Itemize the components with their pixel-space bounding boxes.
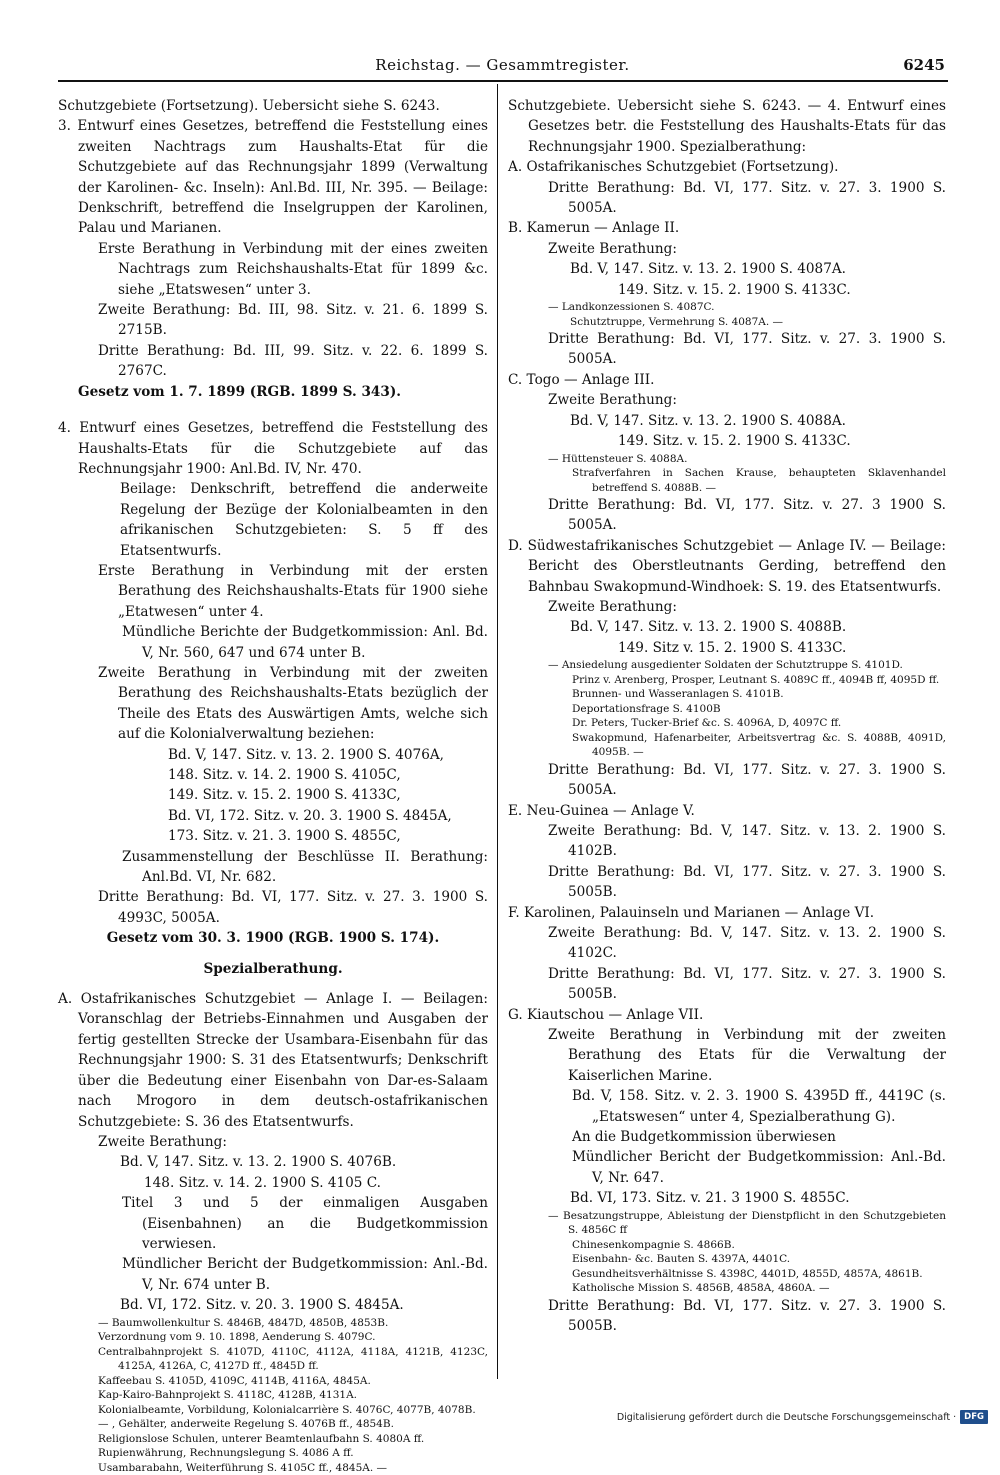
index-entry: — Ansiedelung ausgedienter Soldaten der Schutztruppe S. 4101D. (548, 659, 903, 672)
index-entry: Religionslose Schulen, unterer Beamtenlaufbahn S. 4080A ff. (98, 1432, 425, 1445)
index-entry: Beilage: Denkschrift, betreffend die anderweite Regelung der Bezüge der Kolonialbeamten in den afrikanischen Schutzgebieten: S. 5 ff des Etatsentwurfs. (120, 481, 488, 559)
index-entry: Schutzgebiete (Fortsetzung). Uebersicht siehe S. 6243. (58, 98, 440, 114)
index-entry: Strafverfahren in Sachen Krause, behaupteten Sklavenhandel betreffend S. 4088B. — (572, 467, 946, 494)
index-entry: A. Ostafrikanisches Schutzgebiet (Fortsetzung). (508, 159, 839, 176)
index-entry: Zweite Berathung: (548, 599, 677, 616)
index-entry: D. Südwestafrikanisches Schutzgebiet — Anlage IV. — Beilage: Bericht des Oberstleutnants Gerding, betreffend den Bahnbau Swakopmund-Windhoek: S. 19. des Etatsentwurfs. (508, 537, 946, 595)
index-entry: Bd. V, 158. Sitz. v. 2. 3. 1900 S. 4395D ff., 4419C (s. „Etatswesen“ unter 4, Spezialberathung G). (572, 1088, 946, 1125)
index-entry: Zweite Berathung: (98, 1133, 227, 1150)
index-entry: F. Karolinen, Palauinseln und Marianen — Anlage VI. (508, 904, 875, 921)
index-entry: 173. Sitz. v. 21. 3. 1900 S. 4855C, (168, 828, 401, 845)
index-entry: Eisenbahn- &c. Bauten S. 4397A, 4401C. (572, 1253, 791, 1266)
index-entry: Dr. Peters, Tucker-Brief &c. S. 4096A, D, 4097C ff. (572, 717, 842, 730)
index-entry: Deportationsfrage S. 4100B (572, 702, 721, 715)
index-entry: — Landkonzessionen S. 4087C. (548, 301, 715, 314)
index-entry: Erste Berathung in Verbindung mit der eines zweiten Nachtrags zum Reichshaushalts-Etat für 1899 &c. siehe „Etatswesen“ unter 3. (98, 240, 488, 298)
index-entry: Spezialberathung. (203, 960, 343, 977)
index-entry: 148. Sitz. v. 14. 2. 1900 S. 4105 C. (144, 1174, 381, 1191)
index-entry: Gesundheitsverhältnisse S. 4398C, 4401D, 4855D, 4857A, 4861B. (572, 1267, 923, 1280)
index-entry: E. Neu-Guinea — Anlage V. (508, 802, 695, 819)
index-entry: Bd. V, 147. Sitz. v. 13. 2. 1900 S. 4087A. (570, 261, 846, 278)
index-entry: Dritte Berathung: Bd. VI, 177. Sitz. v. 27. 3. 1900 S. 5005B. (548, 965, 946, 1003)
header-rule (58, 80, 948, 82)
index-entry: 149. Sitz v. 15. 2. 1900 S. 4133C. (618, 639, 847, 656)
index-entry: Bd. VI, 172. Sitz. v. 20. 3. 1900 S. 4845A, (168, 807, 452, 824)
index-entry: — , Gehälter, anderweite Regelung S. 4076B ff., 4854B. (98, 1418, 394, 1431)
index-entry: Dritte Berathung: Bd. VI, 177. Sitz. v. 27. 3. 1900 S. 5005B. (548, 1297, 946, 1335)
index-entry: — Hüttensteuer S. 4088A. (548, 452, 688, 465)
index-entry: Katholische Mission S. 4856B, 4858A, 4860A. — (572, 1282, 830, 1295)
index-entry: 149. Sitz. v. 15. 2. 1900 S. 4133C. (618, 433, 851, 450)
index-entry: Brunnen- und Wasseranlagen S. 4101B. (572, 688, 784, 701)
index-entry: 3. Entwurf eines Gesetzes, betreffend die Feststellung eines zweiten Nachtrags zum Haushalts-Etat für die Schutzgebiete auf das Rechnungsjahr 1899 (Verwaltung der Karolinen- &c. Inseln): Anl.Bd. III, Nr. 395. — Beilage: Denkschrift, betreffend die Inselgruppen der Karolinen, Palau und Marianen. (58, 118, 488, 237)
index-entry: Dritte Berathung: Bd. VI, 177. Sitz. v. 27. 3 1900 S. 5005A. (548, 497, 946, 534)
index-entry: Bd. VI, 172. Sitz. v. 20. 3. 1900 S. 4845A. (120, 1297, 404, 1314)
index-entry: Dritte Berathung: Bd. VI, 177. Sitz. v. 27. 3. 1900 S. 5005B. (548, 863, 946, 901)
index-entry: 148. Sitz. v. 14. 2. 1900 S. 4105C, (168, 767, 401, 783)
index-entry: B. Kamerun — Anlage II. (508, 220, 680, 237)
index-entry: Rupienwährung, Rechnungslegung S. 4086 A ff. (98, 1447, 354, 1460)
spacer (58, 949, 488, 959)
column-divider (497, 84, 498, 1379)
header-title: Reichstag. — Gesammtregister. (375, 56, 630, 74)
index-entry: 149. Sitz. v. 15. 2. 1900 S. 4133C. (618, 281, 851, 298)
index-entry: Zweite Berathung: Bd. V, 147. Sitz. v. 13. 2. 1900 S. 4102B. (548, 822, 946, 860)
index-entry: Mündlicher Bericht der Budgetkommission: Anl.-Bd. V, Nr. 674 unter B. (122, 1256, 488, 1293)
index-entry: 4. Entwurf eines Gesetzes, betreffend die Feststellung des Haushalts-Etats für die Schutzgebiete auf das Rechnungsjahr 1900: Anl.Bd. IV, Nr. 470. (58, 420, 488, 477)
index-entry: — Baumwollenkultur S. 4846B, 4847D, 4850B, 4853B. (98, 1316, 389, 1329)
index-entry: Titel 3 und 5 der einmaligen Ausgaben (Eisenbahnen) an die Budgetkommission verwiesen. (122, 1195, 488, 1252)
index-entry: Kaffeebau S. 4105D, 4109C, 4114B, 4116A, 4845A. (98, 1374, 371, 1387)
index-entry: Schutztruppe, Vermehrung S. 4087A. — (570, 315, 784, 328)
index-entry: Bd. V, 147. Sitz. v. 13. 2. 1900 S. 4088A. (570, 412, 846, 429)
index-entry: Gesetz vom 1. 7. 1899 (RGB. 1899 S. 343). (78, 383, 401, 400)
index-entry: Swakopmund, Hafenarbeiter, Arbeitsvertrag &c. S. 4088B, 4091D, 4095B. — (572, 731, 946, 759)
index-entry: Dritte Berathung: Bd. VI, 177. Sitz. v. 27. 3. 1900 S. 4993C, 5005A. (98, 889, 488, 926)
index-entry: Zweite Berathung: (548, 240, 677, 257)
footer-text: Digitalisierung gefördert durch die Deutsche Forschungsgemeinschaft · (616, 1411, 957, 1423)
index-entry: Mündlicher Bericht der Budgetkommission: Anl.-Bd. V, Nr. 647. (572, 1149, 946, 1186)
index-entry: Dritte Berathung: Bd. VI, 177. Sitz. v. 27. 3. 1900 S. 5005A. (548, 179, 946, 217)
index-entry: 149. Sitz. v. 15. 2. 1900 S. 4133C, (168, 787, 401, 804)
index-entry: Dritte Berathung: Bd. VI, 177. Sitz. v. 27. 3. 1900 S. 5005A. (548, 761, 946, 799)
index-entry: Centralbahnprojekt S. 4107D, 4110C, 4112A, 4118A, 4121B, 4123C, 4125A, 4126A, C, 4127D ff., 4845D ff. (98, 1345, 488, 1373)
left-column (58, 96, 488, 1475)
index-entry: Erste Berathung in Verbindung mit der ersten Berathung des Reichshaushalts-Etats für 1900 siehe „Etatwesen“ unter 4. (98, 562, 488, 620)
index-entry: Gesetz vom 30. 3. 1900 (RGB. 1900 S. 174). (106, 930, 440, 947)
index-entry: A. Ostafrikanisches Schutzgebiet — Anlage I. — Beilagen: Voranschlag der Betriebs-Einnahmen und Ausgaben der fertig gestellten Strecke der Usambara-Eisenbahn für das Rechnungsjahr 1900: S. 31 des Etatsentwurfs; Denkschrift über die Bedeutung einer Eisenbahn von Dar-es-Salaam nach Mrogoro in dem deutsch-ostafrikanischen Schutzgebiete: S. 36 des Etatsentwurfs. (58, 991, 488, 1130)
index-entry: Bd. V, 147. Sitz. v. 13. 2. 1900 S. 4076A, (168, 746, 444, 763)
index-entry: Zweite Berathung: Bd. III, 98. Sitz. v. 21. 6. 1899 S. 2715B. (98, 302, 488, 339)
spacer (58, 979, 488, 989)
running-header (60, 56, 945, 78)
index-entry: Zweite Berathung: (548, 392, 677, 409)
index-entry: Zusammenstellung der Beschlüsse II. Berathung: Anl.Bd. VI, Nr. 682. (122, 848, 488, 886)
index-entry: Bd. V, 147. Sitz. v. 13. 2. 1900 S. 4076B. (120, 1154, 397, 1171)
spacer (58, 402, 488, 418)
dfg-logo: DFG (960, 1410, 988, 1424)
index-entry: Usambarabahn, Weiterführung S. 4105C ff., 4845A. — (98, 1461, 388, 1474)
index-entry: Schutzgebiete. Uebersicht siehe S. 6243. — 4. Entwurf eines Gesetzes betr. die Feststellung des Haushalts-Etats für das Rechnungsjahr 1900. Spezialberathung: (508, 98, 946, 155)
index-entry: Kolonialbeamte, Vorbildung, Kolonialcarrière S. 4076C, 4077B, 4078B. (98, 1403, 476, 1416)
footer-credit (617, 1410, 988, 1424)
index-entry: Zweite Berathung in Verbindung mit der zweiten Berathung des Etats für die Verwaltung der Kaiserlichen Marine. (548, 1027, 946, 1084)
index-entry: G. Kiautschou — Anlage VII. (508, 1006, 704, 1023)
index-entry: Mündliche Berichte der Budgetkommission: Anl. Bd. V, Nr. 560, 647 und 674 unter B. (122, 624, 488, 661)
index-entry: Bd. V, 147. Sitz. v. 13. 2. 1900 S. 4088B. (570, 619, 847, 636)
index-entry: Zweite Berathung: Bd. V, 147. Sitz. v. 13. 2. 1900 S. 4102C. (548, 925, 946, 962)
index-entry: Dritte Berathung: Bd. III, 99. Sitz. v. 22. 6. 1899 S. 2767C. (98, 342, 488, 380)
index-entry: Zweite Berathung in Verbindung mit der zweiten Berathung des Reichshaushalts-Etats bezüglich der Theile des Etats des Auswärtigen Amts, welche sich auf die Kolonialverwaltung beziehen: (98, 664, 488, 743)
index-entry: Bd. VI, 173. Sitz. v. 21. 3 1900 S. 4855C. (570, 1190, 850, 1207)
right-column (508, 96, 946, 1337)
index-entry: Chinesenkompagnie S. 4866B. (572, 1238, 735, 1251)
index-entry: Dritte Berathung: Bd. VI, 177. Sitz. v. 27. 3. 1900 S. 5005A. (548, 331, 946, 368)
index-entry: An die Budgetkommission überwiesen (572, 1129, 836, 1146)
index-entry: Verzordnung vom 9. 10. 1898, Aenderung S. 4079C. (98, 1331, 376, 1344)
index-entry: — Besatzungstruppe, Ableistung der Dienstpflicht in den Schutzgebieten S. 4856C ff (548, 1209, 946, 1237)
index-entry: Kap-Kairo-Bahnprojekt S. 4118C, 4128B, 4131A. (98, 1389, 357, 1402)
page-number: 6245 (903, 56, 945, 74)
index-entry: C. Togo — Anlage III. (508, 371, 655, 388)
index-entry: Prinz v. Arenberg, Prosper, Leutnant S. 4089C ff., 4094B ff, 4095D ff. (572, 673, 940, 686)
